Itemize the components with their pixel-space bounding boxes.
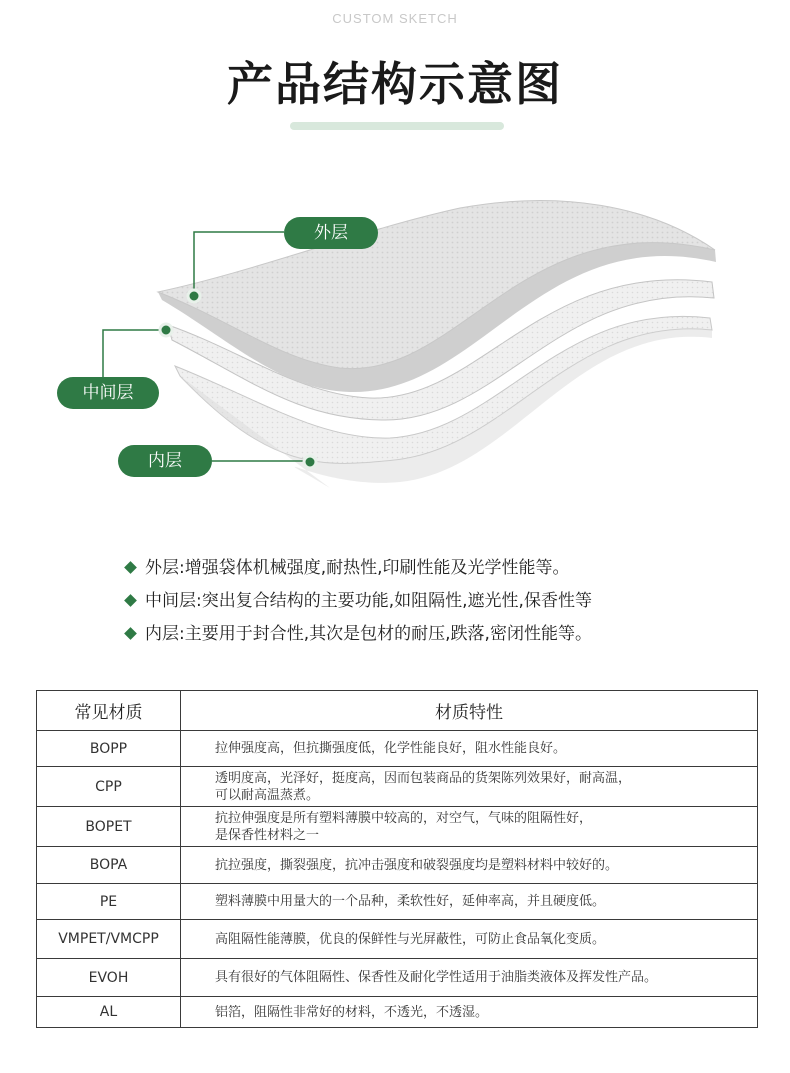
material-name: BOPET	[37, 807, 181, 847]
table-row	[37, 920, 758, 959]
material-name: EVOH	[37, 959, 181, 997]
inner-layer-label: 内层	[118, 445, 212, 477]
table-row	[37, 997, 758, 1028]
materials-table	[36, 690, 758, 1028]
header-property: 材质特性	[181, 691, 758, 731]
note-inner	[120, 622, 720, 655]
header-material: 常见材质	[37, 691, 181, 731]
property-line: 塑料薄膜中用量大的一个品种，柔软性好，延伸率高，并且硬度低。	[215, 894, 606, 909]
material-name: PE	[37, 884, 181, 920]
material-name: VMPET/VMCPP	[37, 920, 181, 959]
material-property	[181, 767, 758, 807]
material-property	[181, 847, 758, 884]
property-line: 是保香性材料之一	[215, 827, 320, 843]
property-line: 可以耐高温蒸煮。	[215, 787, 320, 803]
table-row	[37, 884, 758, 920]
material-name: AL	[37, 997, 181, 1028]
material-property	[181, 731, 758, 767]
property-line: 拉伸强度高，但抗撕强度低，化学性能良好，阻水性能良好。	[215, 741, 567, 756]
note-middle	[120, 589, 720, 622]
material-property	[181, 997, 758, 1028]
material-property	[181, 884, 758, 920]
material-name: BOPA	[37, 847, 181, 884]
table-row	[37, 959, 758, 997]
property-line: 抗拉强度，撕裂强度，抗冲击强度和破裂强度均是塑料材料中较好的。	[215, 857, 619, 873]
table-row	[37, 767, 758, 807]
layer-notes	[120, 556, 720, 655]
outer-layer-marker	[188, 290, 200, 302]
material-property	[181, 807, 758, 847]
middle-layer-label: 中间层	[57, 377, 159, 409]
property-line: 铝箔，阻隔性非常好的材料，不透光，不透湿。	[215, 1004, 489, 1020]
property-line: 高阻隔性能薄膜，优良的保鲜性与光屏蔽性，可防止食品氧化变质。	[215, 931, 606, 947]
inner-layer-marker	[304, 456, 316, 468]
table-row	[37, 807, 758, 847]
note-text: 内层:主要用于封合性,其次是包材的耐压,跌落,密闭性能等。	[145, 624, 592, 644]
property-line: 抗拉伸强度是所有塑料薄膜中较高的，对空气，气味的阻隔性好，	[215, 810, 593, 826]
middle-layer-marker	[160, 324, 172, 336]
note-text: 外层:增强袋体机械强度,耐热性,印刷性能及光学性能等。	[145, 558, 570, 578]
material-name: CPP	[37, 767, 181, 807]
title-underline	[290, 122, 504, 130]
property-line: 具有很好的气体阻隔性、保香性及耐化学性适用于油脂类液体及挥发性产品。	[215, 970, 658, 985]
note-outer	[120, 556, 720, 589]
diamond-bullet-icon	[124, 561, 137, 574]
property-line: 透明度高，光泽好，挺度高，因而包装商品的货架陈列效果好，耐高温，	[215, 770, 632, 786]
table-row	[37, 847, 758, 884]
material-name: BOPP	[37, 731, 181, 767]
material-property	[181, 959, 758, 997]
header-eyebrow: CUSTOM SKETCH	[332, 11, 458, 26]
page-title: 产品结构示意图	[227, 57, 563, 111]
table-header-row	[37, 691, 758, 731]
note-text: 中间层:突出复合结构的主要功能,如阻隔性,遮光性,保香性等	[145, 591, 592, 611]
material-property	[181, 920, 758, 959]
diamond-bullet-icon	[124, 594, 137, 607]
table-row	[37, 731, 758, 767]
diamond-bullet-icon	[124, 627, 137, 640]
outer-layer-label: 外层	[284, 217, 378, 249]
